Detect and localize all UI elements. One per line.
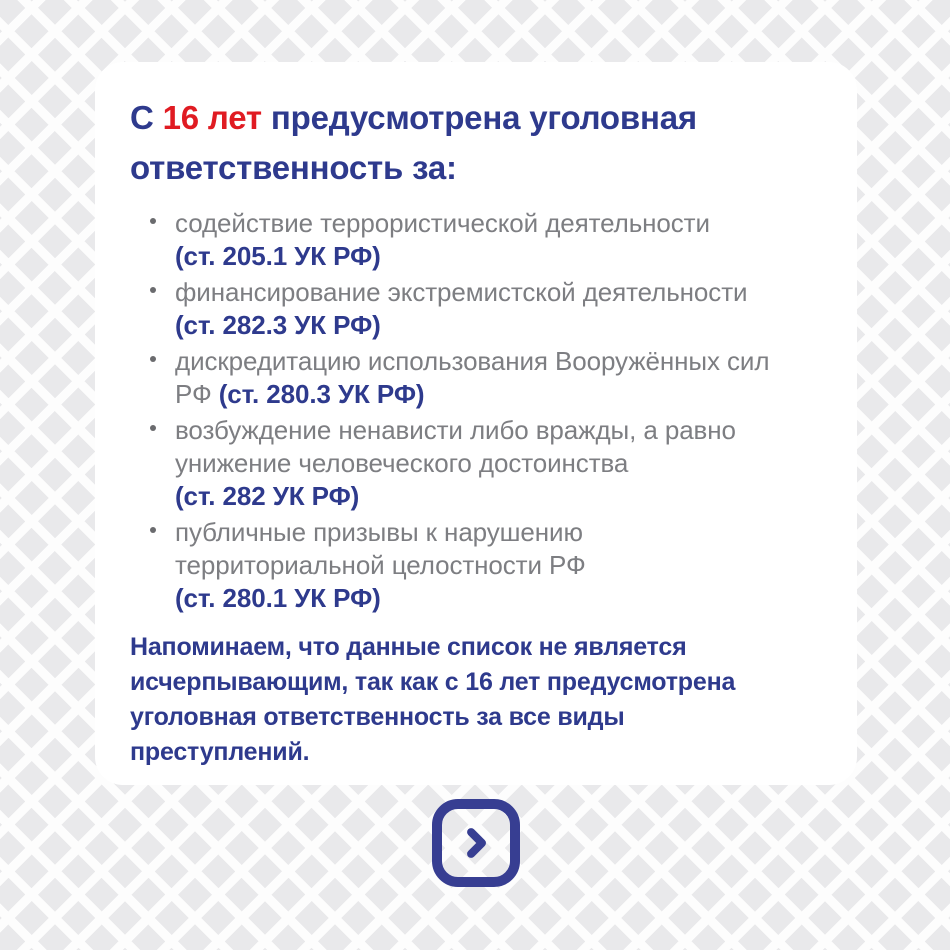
title-line	[130, 143, 819, 193]
text-segment: дискредитацию использования Вооружённых сил	[175, 346, 770, 376]
chevron-right-icon	[455, 822, 497, 864]
list-item	[130, 345, 819, 411]
list-item	[130, 207, 819, 273]
text-segment: финансирование экстремистской деятельности	[175, 277, 748, 307]
offense-line	[175, 240, 819, 273]
info-card	[95, 62, 857, 785]
bullet-icon	[130, 345, 175, 411]
text-segment: (ст. 205.1 УК РФ)	[175, 241, 381, 271]
note-line: уголовная ответственность за все виды	[130, 703, 625, 731]
bullet-icon	[130, 516, 175, 615]
offense-line	[175, 276, 819, 309]
text-segment: (ст. 280.1 УК РФ)	[175, 583, 381, 613]
offense-text	[175, 516, 819, 615]
text-segment: С	[130, 99, 163, 136]
note-line: преступлений.	[130, 738, 310, 766]
offense-list	[130, 207, 819, 615]
offense-line	[175, 582, 819, 615]
offense-line	[175, 480, 819, 513]
title-line	[130, 93, 819, 143]
text-segment: территориальной целостности РФ	[175, 550, 586, 580]
text-segment: ответственность за:	[130, 149, 457, 186]
text-segment: публичные призывы к нарушению	[175, 517, 583, 547]
text-segment: (ст. 280.3 УК РФ)	[218, 379, 425, 409]
page-title	[130, 93, 819, 193]
note-line: исчерпывающим, так как с 16 лет предусмотрена	[130, 668, 736, 696]
list-item	[130, 414, 819, 513]
offense-text	[175, 414, 819, 513]
next-button[interactable]	[432, 799, 520, 887]
bullet-icon	[130, 207, 175, 273]
text-segment: РФ	[175, 379, 219, 409]
offense-text	[175, 345, 819, 411]
text-segment: возбуждение ненависти либо вражды, а равно	[175, 415, 736, 445]
offense-text	[175, 207, 819, 273]
offense-line	[175, 414, 819, 447]
offense-line	[175, 309, 819, 342]
list-item	[130, 276, 819, 342]
offense-text	[175, 276, 819, 342]
text-segment: 16 лет	[162, 99, 262, 136]
note-line: Напоминаем, что данные список не является	[130, 633, 687, 661]
offense-line	[175, 549, 819, 582]
text-segment: (ст. 282 УК РФ)	[175, 481, 360, 511]
offense-line	[175, 378, 819, 411]
bullet-icon	[130, 276, 175, 342]
offense-line	[175, 516, 819, 549]
text-segment: содействие террористической деятельности	[175, 208, 710, 238]
reminder-note	[130, 630, 819, 770]
offense-line	[175, 447, 819, 480]
text-segment: (ст. 282.3 УК РФ)	[175, 310, 381, 340]
offense-line	[175, 345, 819, 378]
text-segment: унижение человеческого достоинства	[175, 448, 629, 478]
text-segment: предусмотрена уголовная	[261, 99, 697, 136]
bullet-icon	[130, 414, 175, 513]
list-item	[130, 516, 819, 615]
offense-line	[175, 207, 819, 240]
